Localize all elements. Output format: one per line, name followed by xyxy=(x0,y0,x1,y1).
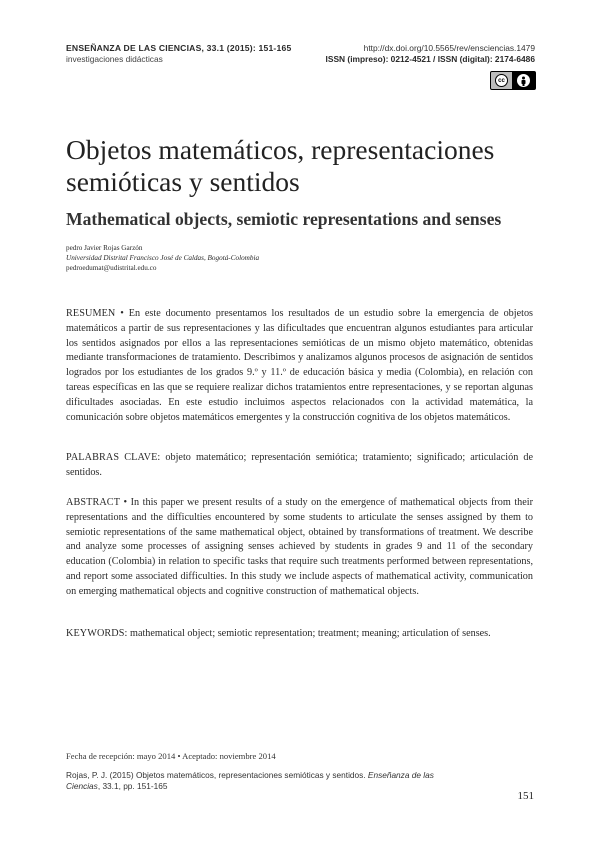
citation-suffix: , 33.1, pp. 151-165 xyxy=(97,781,168,791)
resumen-paragraph xyxy=(66,307,533,425)
journal-citation: ENSEÑANZA DE LAS CIENCIAS, 33.1 (2015): 151-165 xyxy=(66,43,292,53)
issn-info: ISSN (impreso): 0212-4521 / ISSN (digital): 2174-6486 xyxy=(325,54,535,64)
author-email[interactable]: pedroedumat@udistrital.edu.co xyxy=(66,264,157,272)
keywords-label: KEYWORDS: xyxy=(66,628,128,639)
section-name: investigaciones didácticas xyxy=(66,54,163,64)
author-affiliation: Universidad Distrital Francisco José de Caldas, Bogotá-Colombia xyxy=(66,254,260,262)
abstract-label: ABSTRACT xyxy=(66,497,121,508)
doi-link[interactable]: http://dx.doi.org/10.5565/rev/ensciencias.1479 xyxy=(363,43,535,53)
abstract-paragraph xyxy=(66,496,533,600)
palabras-clave-text: objeto matemático; representación semiótica; tratamiento; significado; articulación de sentidos. xyxy=(66,452,534,478)
running-header-right xyxy=(265,43,535,65)
article-subtitle: Mathematical objects, semiotic representations and senses xyxy=(66,209,502,229)
citation-journal: Enseñanza de las Ciencias xyxy=(66,770,434,791)
person-icon xyxy=(517,74,530,87)
abstract-text: In this paper we present results of a study on the emergence of mathematical objects from their representations and the difficulties encountered by some students to articulate the senses assigned by them to semiotic representations of the same mathematical object, obtained by transformations of treatment. We describe and analyze some processes of assigning senses achieved by students in grades 9 and 11 of the secondary education (Colombia) in relation to specific tasks that require such treatments performed between representations, and report some associated difficulties. In this study we include aspects of mathematical activity, communication on emerging mathematical objects and cognitive construction of mathematical objects. xyxy=(66,497,534,597)
cc-icon: cc xyxy=(495,74,508,87)
keywords-text: mathematical object; semiotic representation; treatment; meaning; articulation of senses. xyxy=(130,628,491,639)
author-block xyxy=(66,243,366,273)
palabras-clave-label: PALABRAS CLAVE: xyxy=(66,452,161,463)
resumen-label: RESUMEN xyxy=(66,308,116,319)
keywords-paragraph xyxy=(66,627,533,642)
author-name: pedro Javier Rojas Garzón xyxy=(66,244,143,252)
by-attribution xyxy=(512,72,535,89)
cc-logo xyxy=(491,72,512,89)
article-title: Objetos matemáticos, representaciones semióticas y sentidos xyxy=(66,134,495,197)
reception-dates: Fecha de recepción: mayo 2014 • Aceptado: noviembre 2014 xyxy=(66,751,276,761)
bullet-separator: • xyxy=(123,497,128,508)
bullet-separator: • xyxy=(120,308,124,319)
citation-prefix: Rojas, P. J. (2015) Objetos matemáticos, representaciones semióticas y sentidos. xyxy=(66,770,366,780)
palabras-clave-paragraph xyxy=(66,451,533,481)
resumen-text: En este documento presentamos los resultados de un estudio sobre la emergencia de objetos matemáticos a partir de sus representaciones y las dificultades que encuentran algunos estudiantes para articular los sentidos asignados por ellos a las representaciones semióticas de un mismo objeto matemático, obtenidas mediante transformaciones de tratamiento. Describimos y analizamos algunos procesos de asignación de sentidos logrados por los estudiantes de los grados 9.º y 11.º de educación básica y media (Colombia), en relación con tareas específicas en las que se requiere realizar dichos tratamientos entre representaciones, y se reportan algunas dificultades asociadas. En este estudio incluimos aspectos relacionados con la actividad matemática, la comunicación sobre objetos matemáticos emergentes y la construcción cognitiva de los objetos matemáticos. xyxy=(66,308,534,423)
citation-footer xyxy=(66,770,446,792)
cc-license-badge[interactable] xyxy=(490,71,536,90)
page-number: 151 xyxy=(517,790,534,802)
